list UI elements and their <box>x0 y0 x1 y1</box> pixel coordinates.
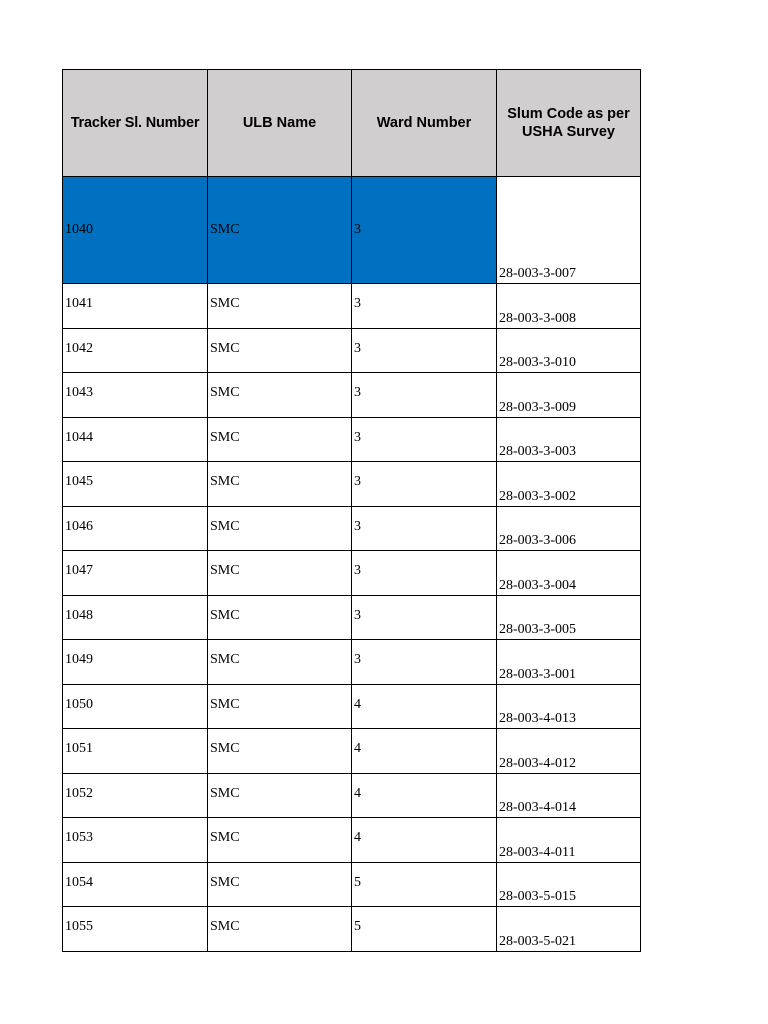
cell-ulb-name[interactable]: SMC <box>208 818 352 863</box>
cell-ulb-name[interactable]: SMC <box>208 373 352 418</box>
cell-ward-number[interactable]: 3 <box>352 417 497 462</box>
cell-slum-code[interactable]: 28-003-3-001 <box>497 640 641 685</box>
cell-ulb-name[interactable]: SMC <box>208 177 352 284</box>
cell-ulb-name[interactable]: SMC <box>208 417 352 462</box>
header-row <box>63 70 641 177</box>
spreadsheet-sheet <box>62 69 641 952</box>
cell-slum-code[interactable]: 28-003-3-003 <box>497 417 641 462</box>
table-row[interactable] <box>63 551 641 596</box>
cell-tracker-number[interactable]: 1048 <box>63 595 208 640</box>
cell-tracker-number[interactable]: 1050 <box>63 684 208 729</box>
cell-ward-number[interactable]: 3 <box>352 595 497 640</box>
cell-tracker-number[interactable]: 1045 <box>63 462 208 507</box>
table-row[interactable] <box>63 595 641 640</box>
cell-ward-number[interactable]: 4 <box>352 773 497 818</box>
table-row[interactable] <box>63 506 641 551</box>
table-row[interactable] <box>63 640 641 685</box>
table-row[interactable] <box>63 862 641 907</box>
table-row[interactable] <box>63 177 641 284</box>
header-tracker-number[interactable]: Tracker Sl. Number <box>63 70 208 177</box>
cell-slum-code[interactable]: 28-003-5-015 <box>497 862 641 907</box>
cell-ward-number[interactable]: 4 <box>352 729 497 774</box>
cell-ward-number[interactable]: 3 <box>352 328 497 373</box>
cell-slum-code[interactable]: 28-003-3-008 <box>497 284 641 329</box>
cell-tracker-number[interactable]: 1042 <box>63 328 208 373</box>
table-row[interactable] <box>63 773 641 818</box>
cell-ulb-name[interactable]: SMC <box>208 328 352 373</box>
header-ulb-name[interactable]: ULB Name <box>208 70 352 177</box>
cell-tracker-number[interactable]: 1047 <box>63 551 208 596</box>
cell-slum-code[interactable]: 28-003-4-011 <box>497 818 641 863</box>
table-row[interactable] <box>63 284 641 329</box>
cell-ulb-name[interactable]: SMC <box>208 773 352 818</box>
cell-ward-number[interactable]: 5 <box>352 907 497 952</box>
cell-ulb-name[interactable]: SMC <box>208 284 352 329</box>
cell-tracker-number[interactable]: 1043 <box>63 373 208 418</box>
cell-tracker-number[interactable]: 1044 <box>63 417 208 462</box>
table-row[interactable] <box>63 818 641 863</box>
cell-tracker-number[interactable]: 1055 <box>63 907 208 952</box>
cell-slum-code[interactable]: 28-003-3-007 <box>497 177 641 284</box>
cell-ulb-name[interactable]: SMC <box>208 506 352 551</box>
cell-ward-number[interactable]: 4 <box>352 818 497 863</box>
cell-ulb-name[interactable]: SMC <box>208 684 352 729</box>
cell-slum-code[interactable]: 28-003-3-002 <box>497 462 641 507</box>
cell-tracker-number[interactable]: 1040 <box>63 177 208 284</box>
cell-slum-code[interactable]: 28-003-3-009 <box>497 373 641 418</box>
cell-slum-code[interactable]: 28-003-3-006 <box>497 506 641 551</box>
table-row[interactable] <box>63 417 641 462</box>
cell-tracker-number[interactable]: 1049 <box>63 640 208 685</box>
cell-ward-number[interactable]: 3 <box>352 462 497 507</box>
slum-tracker-table <box>62 69 641 952</box>
table-row[interactable] <box>63 907 641 952</box>
cell-tracker-number[interactable]: 1054 <box>63 862 208 907</box>
cell-ward-number[interactable]: 3 <box>352 640 497 685</box>
cell-tracker-number[interactable]: 1041 <box>63 284 208 329</box>
cell-ulb-name[interactable]: SMC <box>208 595 352 640</box>
cell-slum-code[interactable]: 28-003-4-013 <box>497 684 641 729</box>
cell-slum-code[interactable]: 28-003-3-004 <box>497 551 641 596</box>
cell-slum-code[interactable]: 28-003-3-010 <box>497 328 641 373</box>
cell-tracker-number[interactable]: 1053 <box>63 818 208 863</box>
cell-slum-code[interactable]: 28-003-5-021 <box>497 907 641 952</box>
cell-ward-number[interactable]: 3 <box>352 284 497 329</box>
table-row[interactable] <box>63 684 641 729</box>
cell-slum-code[interactable]: 28-003-4-014 <box>497 773 641 818</box>
cell-ward-number[interactable]: 3 <box>352 373 497 418</box>
table-row[interactable] <box>63 729 641 774</box>
cell-slum-code[interactable]: 28-003-4-012 <box>497 729 641 774</box>
cell-tracker-number[interactable]: 1052 <box>63 773 208 818</box>
cell-ulb-name[interactable]: SMC <box>208 462 352 507</box>
cell-ulb-name[interactable]: SMC <box>208 551 352 596</box>
cell-ulb-name[interactable]: SMC <box>208 907 352 952</box>
cell-ward-number[interactable]: 3 <box>352 506 497 551</box>
table-row[interactable] <box>63 328 641 373</box>
cell-ulb-name[interactable]: SMC <box>208 862 352 907</box>
cell-tracker-number[interactable]: 1051 <box>63 729 208 774</box>
table-row[interactable] <box>63 462 641 507</box>
cell-ward-number[interactable]: 4 <box>352 684 497 729</box>
cell-ward-number[interactable]: 5 <box>352 862 497 907</box>
cell-tracker-number[interactable]: 1046 <box>63 506 208 551</box>
cell-slum-code[interactable]: 28-003-3-005 <box>497 595 641 640</box>
cell-ulb-name[interactable]: SMC <box>208 640 352 685</box>
header-ward-number[interactable]: Ward Number <box>352 70 497 177</box>
cell-ward-number[interactable]: 3 <box>352 177 497 284</box>
table-row[interactable] <box>63 373 641 418</box>
cell-ward-number[interactable]: 3 <box>352 551 497 596</box>
header-slum-code[interactable]: Slum Code as per USHA Survey <box>497 70 641 177</box>
cell-ulb-name[interactable]: SMC <box>208 729 352 774</box>
